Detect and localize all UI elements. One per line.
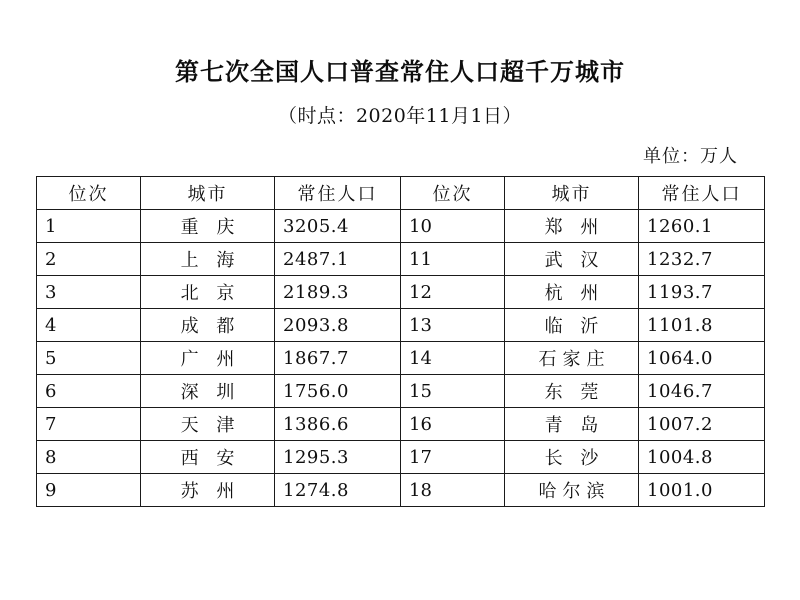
table-header-row [37, 177, 765, 210]
cell-city-right: 武 汉 [505, 243, 639, 276]
table-row [37, 441, 765, 474]
column-header-rank-right: 位次 [401, 177, 505, 210]
cell-city-right: 郑 州 [505, 210, 639, 243]
table-container [0, 176, 800, 507]
cell-city-right: 东 莞 [505, 375, 639, 408]
cell-population-left: 1274.8 [275, 474, 401, 507]
cell-population-left: 1295.3 [275, 441, 401, 474]
column-header-rank-left: 位次 [37, 177, 141, 210]
cell-rank-left: 6 [37, 375, 141, 408]
cell-city-right: 长 沙 [505, 441, 639, 474]
cell-population-left: 2189.3 [275, 276, 401, 309]
cell-city-right: 哈尔滨 [505, 474, 639, 507]
cell-population-right: 1101.8 [639, 309, 765, 342]
cell-rank-right: 18 [401, 474, 505, 507]
column-header-city-right: 城市 [505, 177, 639, 210]
cell-rank-left: 9 [37, 474, 141, 507]
cell-city-left: 苏 州 [141, 474, 275, 507]
cell-rank-left: 1 [37, 210, 141, 243]
cell-population-right: 1193.7 [639, 276, 765, 309]
cell-population-left: 1867.7 [275, 342, 401, 375]
table-row [37, 309, 765, 342]
cell-population-left: 2093.8 [275, 309, 401, 342]
cell-population-left: 1386.6 [275, 408, 401, 441]
cell-population-right: 1232.7 [639, 243, 765, 276]
cell-city-left: 上 海 [141, 243, 275, 276]
table-row [37, 474, 765, 507]
cell-rank-right: 13 [401, 309, 505, 342]
cell-rank-left: 2 [37, 243, 141, 276]
cell-rank-right: 14 [401, 342, 505, 375]
column-header-population-left: 常住人口 [275, 177, 401, 210]
cell-city-left: 成 都 [141, 309, 275, 342]
cell-rank-right: 11 [401, 243, 505, 276]
cell-city-right: 石家庄 [505, 342, 639, 375]
cell-city-left: 西 安 [141, 441, 275, 474]
column-header-city-left: 城市 [141, 177, 275, 210]
cell-city-left: 天 津 [141, 408, 275, 441]
cell-population-left: 3205.4 [275, 210, 401, 243]
cell-city-left: 北 京 [141, 276, 275, 309]
cell-rank-left: 7 [37, 408, 141, 441]
cell-rank-left: 3 [37, 276, 141, 309]
page-subtitle: （时点：2020年11月1日） [277, 105, 523, 127]
table-row [37, 342, 765, 375]
table-row [37, 210, 765, 243]
cell-city-right: 临 沂 [505, 309, 639, 342]
cell-rank-right: 15 [401, 375, 505, 408]
cell-city-left: 重 庆 [141, 210, 275, 243]
column-header-population-right: 常住人口 [639, 177, 765, 210]
cell-rank-left: 4 [37, 309, 141, 342]
cell-population-right: 1001.0 [639, 474, 765, 507]
table-row [37, 276, 765, 309]
cell-population-right: 1004.8 [639, 441, 765, 474]
cell-city-right: 杭 州 [505, 276, 639, 309]
table-body [37, 210, 765, 507]
table-row [37, 408, 765, 441]
cell-rank-right: 16 [401, 408, 505, 441]
cell-population-left: 2487.1 [275, 243, 401, 276]
cell-city-right: 青 岛 [505, 408, 639, 441]
cell-city-left: 深 圳 [141, 375, 275, 408]
cell-population-right: 1007.2 [639, 408, 765, 441]
cell-rank-left: 5 [37, 342, 141, 375]
table-row [37, 375, 765, 408]
cell-population-left: 1756.0 [275, 375, 401, 408]
table-row [37, 243, 765, 276]
cell-rank-right: 10 [401, 210, 505, 243]
cell-city-left: 广 州 [141, 342, 275, 375]
cell-rank-right: 17 [401, 441, 505, 474]
cell-population-right: 1046.7 [639, 375, 765, 408]
page-title: 第七次全国人口普查常住人口超千万城市 [175, 57, 625, 86]
cell-population-right: 1260.1 [639, 210, 765, 243]
document-page [0, 52, 800, 600]
population-table [36, 176, 765, 507]
cell-population-right: 1064.0 [639, 342, 765, 375]
cell-rank-left: 8 [37, 441, 141, 474]
unit-label: 单位：万人 [643, 146, 738, 167]
cell-rank-right: 12 [401, 276, 505, 309]
